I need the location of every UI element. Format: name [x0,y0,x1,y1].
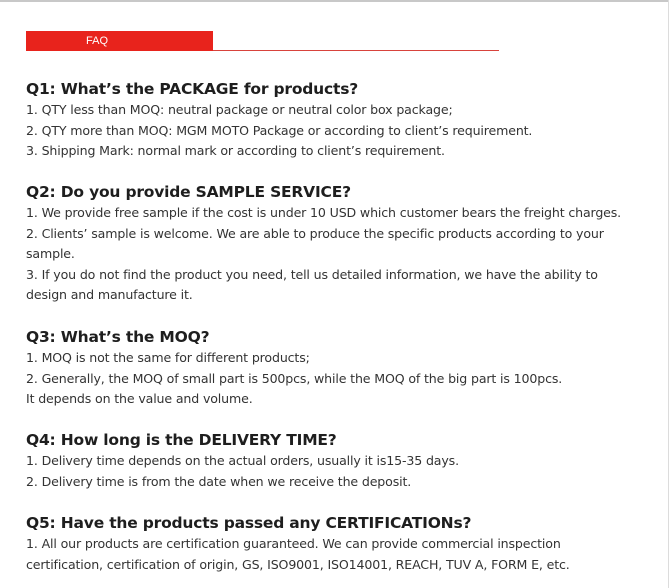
answer-line: 3. Shipping Mark: normal mark or according to client’s requirement. [26,143,445,158]
answer-line: 1. All our products are certification guaranteed. We can provide commercial inspection [26,536,561,551]
faq-section-q2 [26,182,656,306]
answer-line: 2. Delivery time is from the date when we receive the deposit. [26,473,412,489]
answer-line: 2. Clients’ sample is welcome. We are able to produce the specific products according to your [26,225,604,241]
question-title: Q1: What’s the PACKAGE for products? [26,80,359,98]
question-title: Q4: How long is the DELIVERY TIME? [26,431,337,449]
answer-line: 1. Delivery time depends on the actual orders, usually it is15-35 days. [26,453,459,468]
answer-line: 1. QTY less than MOQ: neutral package or neutral color box package; [26,102,453,117]
faq-section-q5 [26,513,656,575]
question-title: Q3: What’s the MOQ? [26,328,210,346]
question-title: Q5: Have the products passed any CERTIFICATIONs? [26,514,472,532]
answer-line: 2. Generally, the MOQ of small part is 500pcs, while the MOQ of the big part is 100pcs. [26,370,563,386]
faq-section-q3 [26,327,656,410]
answer-line: certification, certification of origin, GS, ISO9001, ISO14001, REACH, TUV A, FORM E, etc. [26,556,570,572]
answer-line: 1. MOQ is not the same for different products; [26,350,310,365]
faq-divider [213,50,499,51]
answer-line: It depends on the value and volume. [26,391,253,406]
faq-tab: FAQ [26,31,213,51]
answer-line: design and manufacture it. [26,287,193,302]
answer-line: 3. If you do not find the product you need, tell us detailed information, we have the ability to [26,266,598,282]
faq-section-q1 [26,79,656,162]
answer-line: sample. [26,246,75,261]
answer-line: 2. QTY more than MOQ: MGM MOTO Package or according to client’s requirement. [26,122,533,138]
top-border [0,0,669,2]
faq-section-q4 [26,430,656,492]
question-title: Q2: Do you provide SAMPLE SERVICE? [26,183,351,201]
answer-line: 1. We provide free sample if the cost is under 10 USD which customer bears the freight charges. [26,205,622,220]
